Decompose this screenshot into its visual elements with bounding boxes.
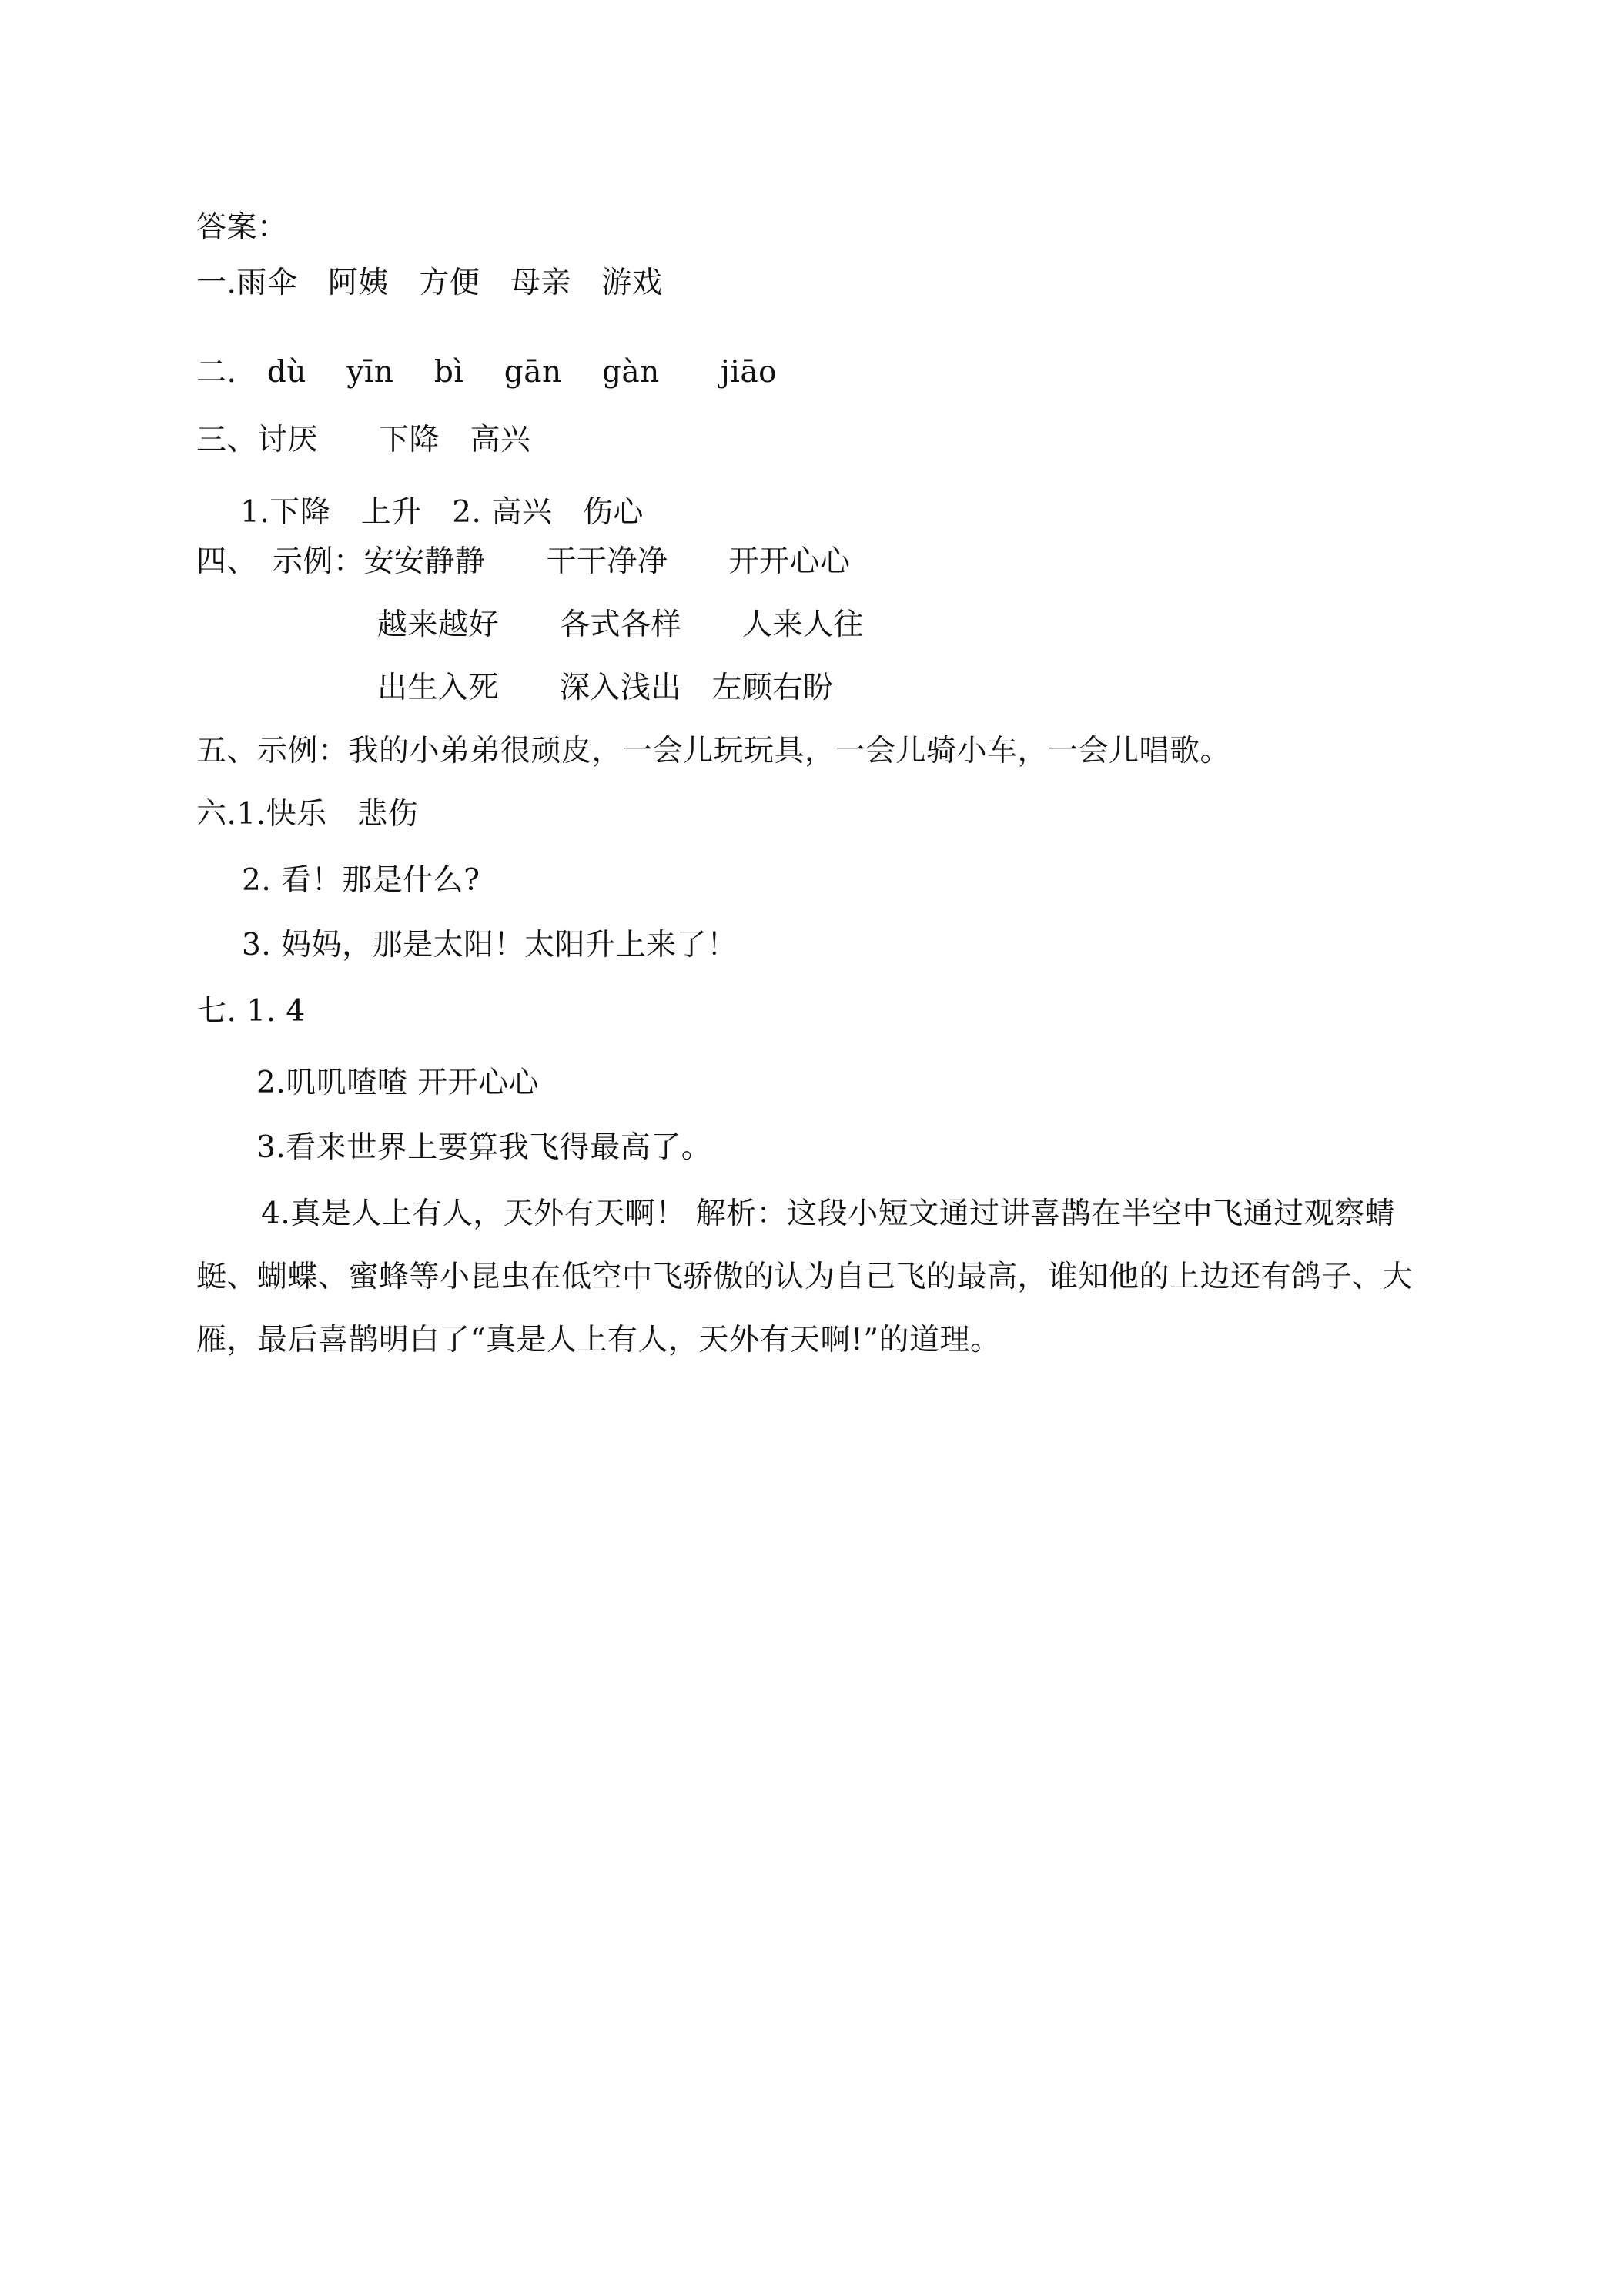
answer-q3-sub: 1.下降 上升 2. 高兴 伤心 (240, 495, 644, 530)
answer-header: 答案： (196, 210, 288, 245)
answer-q7-3: 3.看来世界上要算我飞得最高了。 (256, 1130, 712, 1165)
answer-q2: 二. dù yīn bì gān gàn jiāo (196, 355, 778, 390)
answer-q6-1: 六.1.快乐 悲伤 (196, 797, 419, 832)
answer-q7-4-paragraph: 4.真是人上有人，天外有天啊！ 解析：这段小短文通过讲喜鹊在半空中飞通过观察蜻蜓、蝴蝶、蜜蜂等小昆虫在低空中飞骄傲的认为自己飞的最高，谁知他的上边还有鸽子、大雁，最后喜鹊明白了“真是人上有人，天外有天啊!”的道理。 (196, 1197, 1414, 1357)
answer-q6-3: 3. 妈妈，那是太阳！太阳升上来了！ (242, 928, 738, 962)
answer-q4-row3: 出生入死 深入浅出 左顾右盼 (377, 671, 834, 705)
answer-q4-row1: 四、 示例：安安静静 干干净净 开开心心 (196, 544, 851, 579)
answer-q5: 五、示例：我的小弟弟很顽皮，一会儿玩玩具，一会儿骑小车，一会儿唱歌。 (196, 734, 1231, 768)
answer-q7-1: 七. 1. 4 (196, 994, 306, 1029)
answer-q6-2: 2. 看！那是什么? (242, 863, 480, 898)
answer-q4-row2: 越来越好 各式各样 人来人往 (377, 607, 865, 642)
answer-q7-2: 2.叽叽喳喳 开开心心 (256, 1066, 540, 1100)
answer-q3: 三、讨厌 下降 高兴 (196, 423, 531, 457)
answer-q1: 一.雨伞 阿姨 方便 母亲 游戏 (196, 266, 663, 300)
